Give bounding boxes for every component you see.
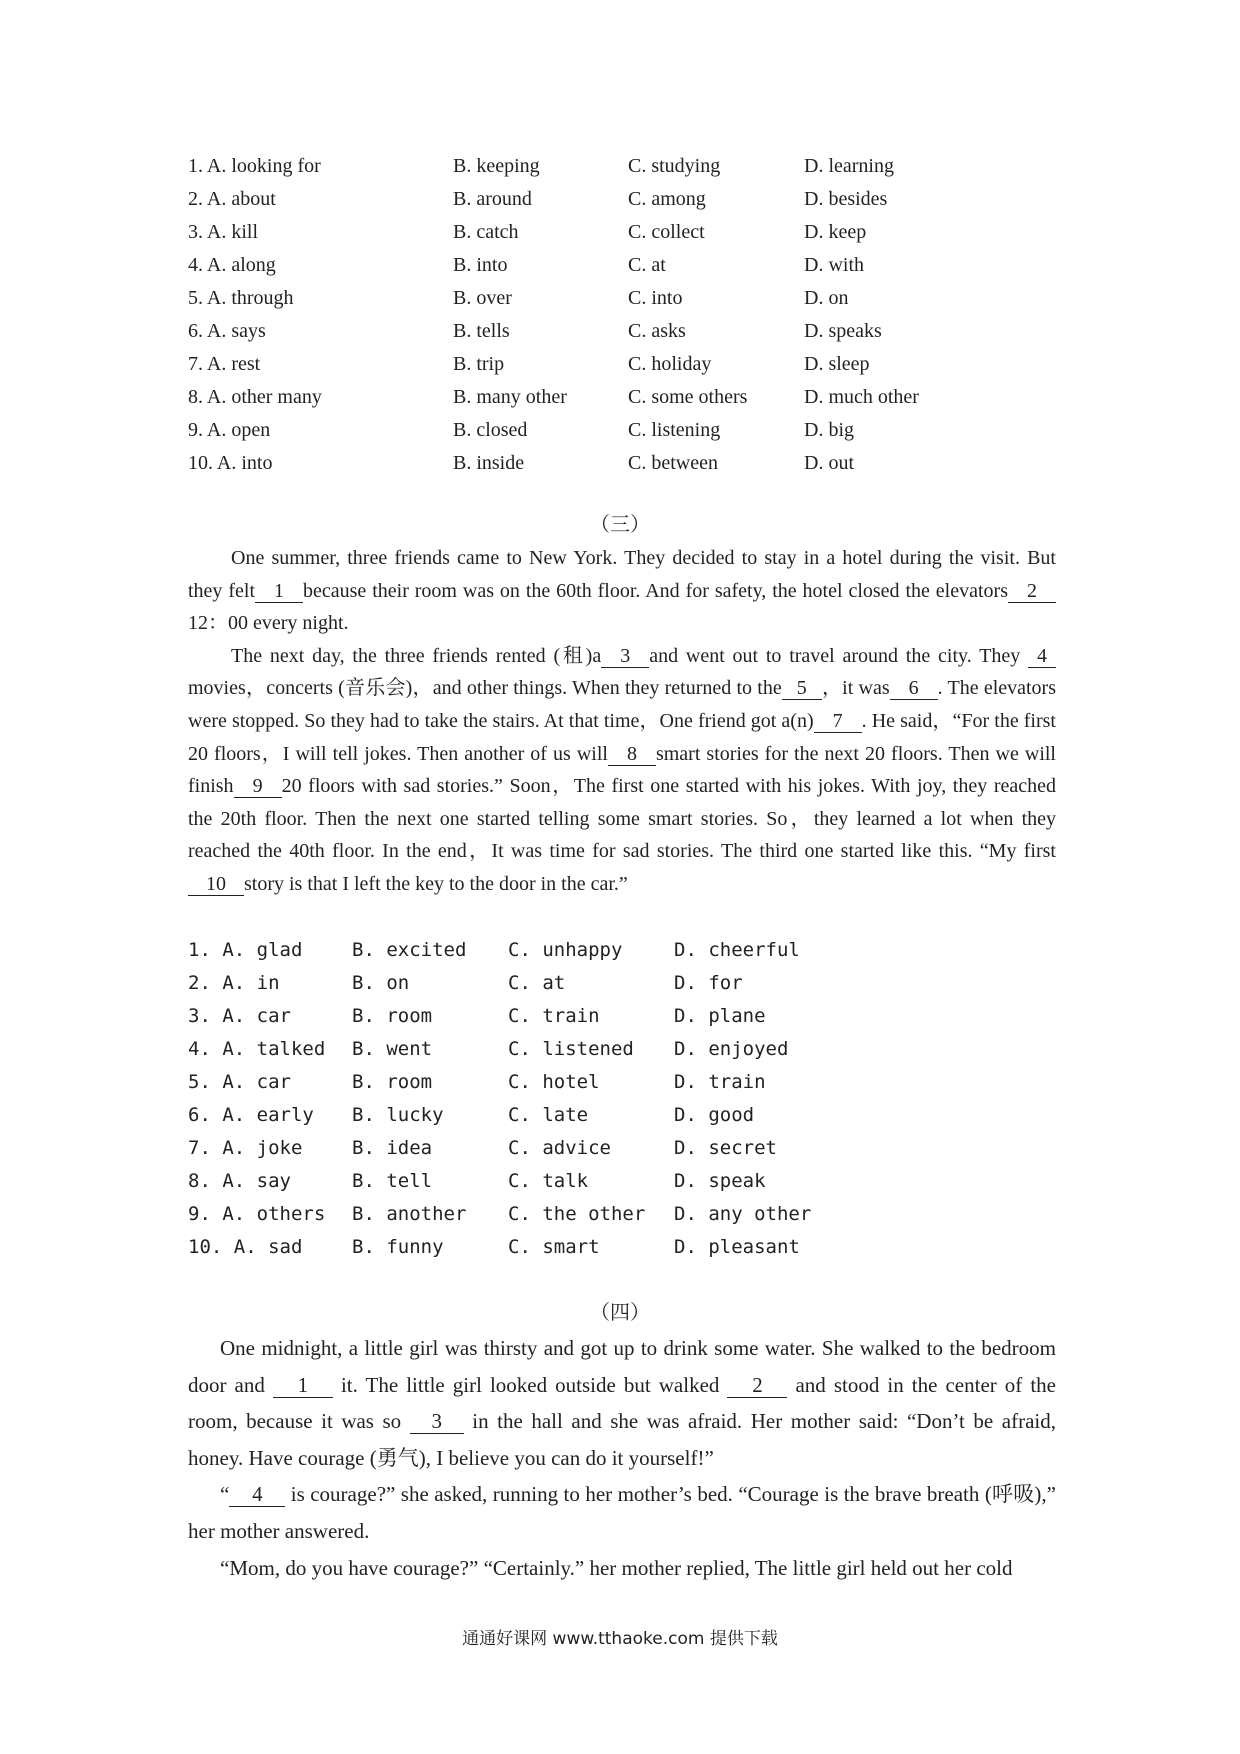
option-d: D. sleep (804, 353, 870, 375)
part3-question-9 (188, 1198, 1088, 1231)
option-c: C. holiday (628, 353, 712, 375)
part2-question-2 (188, 183, 1088, 216)
option-b: B. catch (453, 221, 519, 243)
blank-3: 3 (601, 645, 649, 668)
option-d: D. good (674, 1104, 755, 1126)
option-b: B. another (352, 1203, 467, 1225)
part3-question-8 (188, 1165, 1088, 1198)
blank-5: 5 (782, 677, 822, 700)
option-d: D. plane (674, 1005, 766, 1027)
part3-question-10 (188, 1231, 1088, 1264)
option-a: 8. A. say (188, 1170, 291, 1192)
option-a: 1. A. looking for (188, 155, 321, 177)
part2-question-5 (188, 282, 1088, 315)
option-c: C. talk (508, 1170, 589, 1192)
option-d: D. out (804, 452, 854, 474)
option-a: 2. A. in (188, 972, 280, 994)
option-c: C. at (508, 972, 566, 994)
part2-question-8 (188, 381, 1088, 414)
option-b: B. keeping (453, 155, 540, 177)
option-c: C. among (628, 188, 706, 210)
option-a: 4. A. along (188, 254, 276, 276)
option-d: D. pleasant (674, 1236, 800, 1258)
option-b: B. funny (352, 1236, 444, 1258)
option-a: 7. A. joke (188, 1137, 303, 1159)
option-a: 6. A. early (188, 1104, 314, 1126)
blank-10: 10 (188, 873, 244, 896)
part2-question-10 (188, 447, 1088, 480)
options-list-part2 (188, 150, 1088, 480)
option-d: D. besides (804, 188, 888, 210)
blank-6: 6 (890, 677, 938, 700)
passage-4-paragraph-2: “ 4 is courage?” she asked, running to her mother’s bed. “Courage is the brave breath (呼吸),” her mother answered. (188, 1482, 1056, 1543)
option-a: 9. A. open (188, 419, 271, 441)
section-heading-3: （三） (590, 514, 650, 536)
option-c: C. hotel (508, 1071, 600, 1093)
part3-question-5 (188, 1066, 1088, 1099)
option-c: C. train (508, 1005, 600, 1027)
option-c: C. late (508, 1104, 589, 1126)
option-b: B. lucky (352, 1104, 444, 1126)
option-c: C. advice (508, 1137, 611, 1159)
option-a: 8. A. other many (188, 386, 322, 408)
option-b: B. idea (352, 1137, 433, 1159)
option-a: 6. A. says (188, 320, 266, 342)
option-b: B. went (352, 1038, 433, 1060)
passage-4-paragraph-3: “Mom, do you have courage?” “Certainly.” her mother replied, The little girl held out her cold (220, 1555, 1013, 1580)
part3-question-1 (188, 934, 1088, 967)
section-heading-4: （四） (590, 1302, 650, 1324)
option-d: D. train (674, 1071, 766, 1093)
option-a: 10. A. into (188, 452, 273, 474)
option-c: C. unhappy (508, 939, 623, 961)
option-b: B. into (453, 254, 508, 276)
passage-4 (188, 1330, 1056, 1586)
option-d: D. keep (804, 221, 867, 243)
option-c: C. some others (628, 386, 748, 408)
passage-3-paragraph-2: The next day, the three friends rented (租)a 3 and went out to travel around the city. They 4movies，concerts (音乐会)，and other things. When they returned to the 5 ，it was 6 . The elevators were stopped. So they had to take the stairs. At that time，One friend got a(n) 7 . He said，“For the first 20 floors，I will tell jokes. Then another of us will 8 smart stories for the next 20 floors. Then we will finish 9 20 floors with sad stories.” Soon，The first one started with his jokes. With joy, they reached the 20th floor. Then the next one started telling some smart stories. So，they learned a lot when they reached the 40th floor. In the end，It was time for sad stories. The third one started like this. “My first10 story is that I left the key to the door in the car.” (188, 644, 1057, 895)
blank-p4-3: 3 (410, 1410, 464, 1434)
option-d: D. much other (804, 386, 919, 408)
part2-question-3 (188, 216, 1088, 249)
blank-9: 9 (234, 775, 282, 798)
option-b: B. on (352, 972, 410, 994)
blank-1: 1 (255, 580, 303, 603)
option-a: 2. A. about (188, 188, 276, 210)
option-a: 3. A. car (188, 1005, 291, 1027)
option-b: B. trip (453, 353, 505, 375)
option-c: C. smart (508, 1236, 600, 1258)
option-c: C. listened (508, 1038, 634, 1060)
option-b: B. tells (453, 320, 510, 342)
option-d: D. big (804, 419, 854, 441)
option-d: D. speaks (804, 320, 882, 342)
option-a: 3. A. kill (188, 221, 259, 243)
option-b: B. over (453, 287, 512, 309)
option-b: B. room (352, 1071, 433, 1093)
option-a: 1. A. glad (188, 939, 303, 961)
blank-8: 8 (608, 743, 656, 766)
option-c: C. between (628, 452, 718, 474)
option-d: D. for (674, 972, 743, 994)
option-a: 10. A. sad (188, 1236, 303, 1258)
option-d: D. learning (804, 155, 894, 177)
option-c: C. studying (628, 155, 721, 177)
option-c: C. collect (628, 221, 705, 243)
option-d: D. any other (674, 1203, 812, 1225)
page-footer: 通通好课网 www.tthaoke.com 提供下载 (462, 1629, 778, 1649)
part2-question-1 (188, 150, 1088, 183)
option-c: C. listening (628, 419, 721, 441)
option-d: D. cheerful (674, 939, 800, 961)
blank-4: 4 (1028, 645, 1056, 668)
option-c: C. at (628, 254, 666, 276)
option-c: C. asks (628, 320, 686, 342)
part3-question-7 (188, 1132, 1088, 1165)
part2-question-6 (188, 315, 1088, 348)
passage-4-paragraph-1: One midnight, a little girl was thirsty and got up to drink some water. She walked to the bedroom door and 1 it. The little girl looked outside but walked 2 and stood in the center of the room, because it was so 3 in the hall and she was afraid. Her mother said: “Don’t be afraid, honey. Have courage (勇气), I believe you can do it yourself!” (188, 1336, 1056, 1470)
option-b: B. inside (453, 452, 525, 474)
part3-question-3 (188, 1000, 1088, 1033)
option-d: D. enjoyed (674, 1038, 789, 1060)
option-b: B. closed (453, 419, 528, 441)
part3-question-2 (188, 967, 1088, 1000)
option-c: C. the other (508, 1203, 646, 1225)
blank-7: 7 (814, 710, 862, 733)
part2-question-7 (188, 348, 1088, 381)
blank-p4-4: 4 (229, 1483, 285, 1507)
option-a: 5. A. through (188, 287, 294, 309)
option-d: D. speak (674, 1170, 766, 1192)
blank-p4-2: 2 (727, 1374, 787, 1398)
passage-3 (188, 542, 1056, 901)
part3-question-6 (188, 1099, 1088, 1132)
option-a: 9. A. others (188, 1203, 326, 1225)
part2-question-9 (188, 414, 1088, 447)
option-c: C. into (628, 287, 683, 309)
option-d: D. on (804, 287, 849, 309)
option-a: 4. A. talked (188, 1038, 326, 1060)
option-b: B. room (352, 1005, 433, 1027)
part3-question-4 (188, 1033, 1088, 1066)
blank-p4-1: 1 (273, 1374, 333, 1398)
option-b: B. many other (453, 386, 567, 408)
option-a: 7. A. rest (188, 353, 261, 375)
part2-question-4 (188, 249, 1088, 282)
option-b: B. around (453, 188, 532, 210)
option-b: B. excited (352, 939, 467, 961)
option-a: 5. A. car (188, 1071, 291, 1093)
option-d: D. with (804, 254, 864, 276)
option-b: B. tell (352, 1170, 433, 1192)
options-list-part3 (188, 934, 1088, 1264)
passage-3-paragraph-1: One summer, three friends came to New York. They decided to stay in a hotel during the visit. But they felt 1 because their room was on the 60th floor. And for safety, the hotel closed the elevators 2 12：00 every night. (188, 547, 1056, 635)
blank-2: 2 (1008, 580, 1056, 603)
option-d: D. secret (674, 1137, 777, 1159)
